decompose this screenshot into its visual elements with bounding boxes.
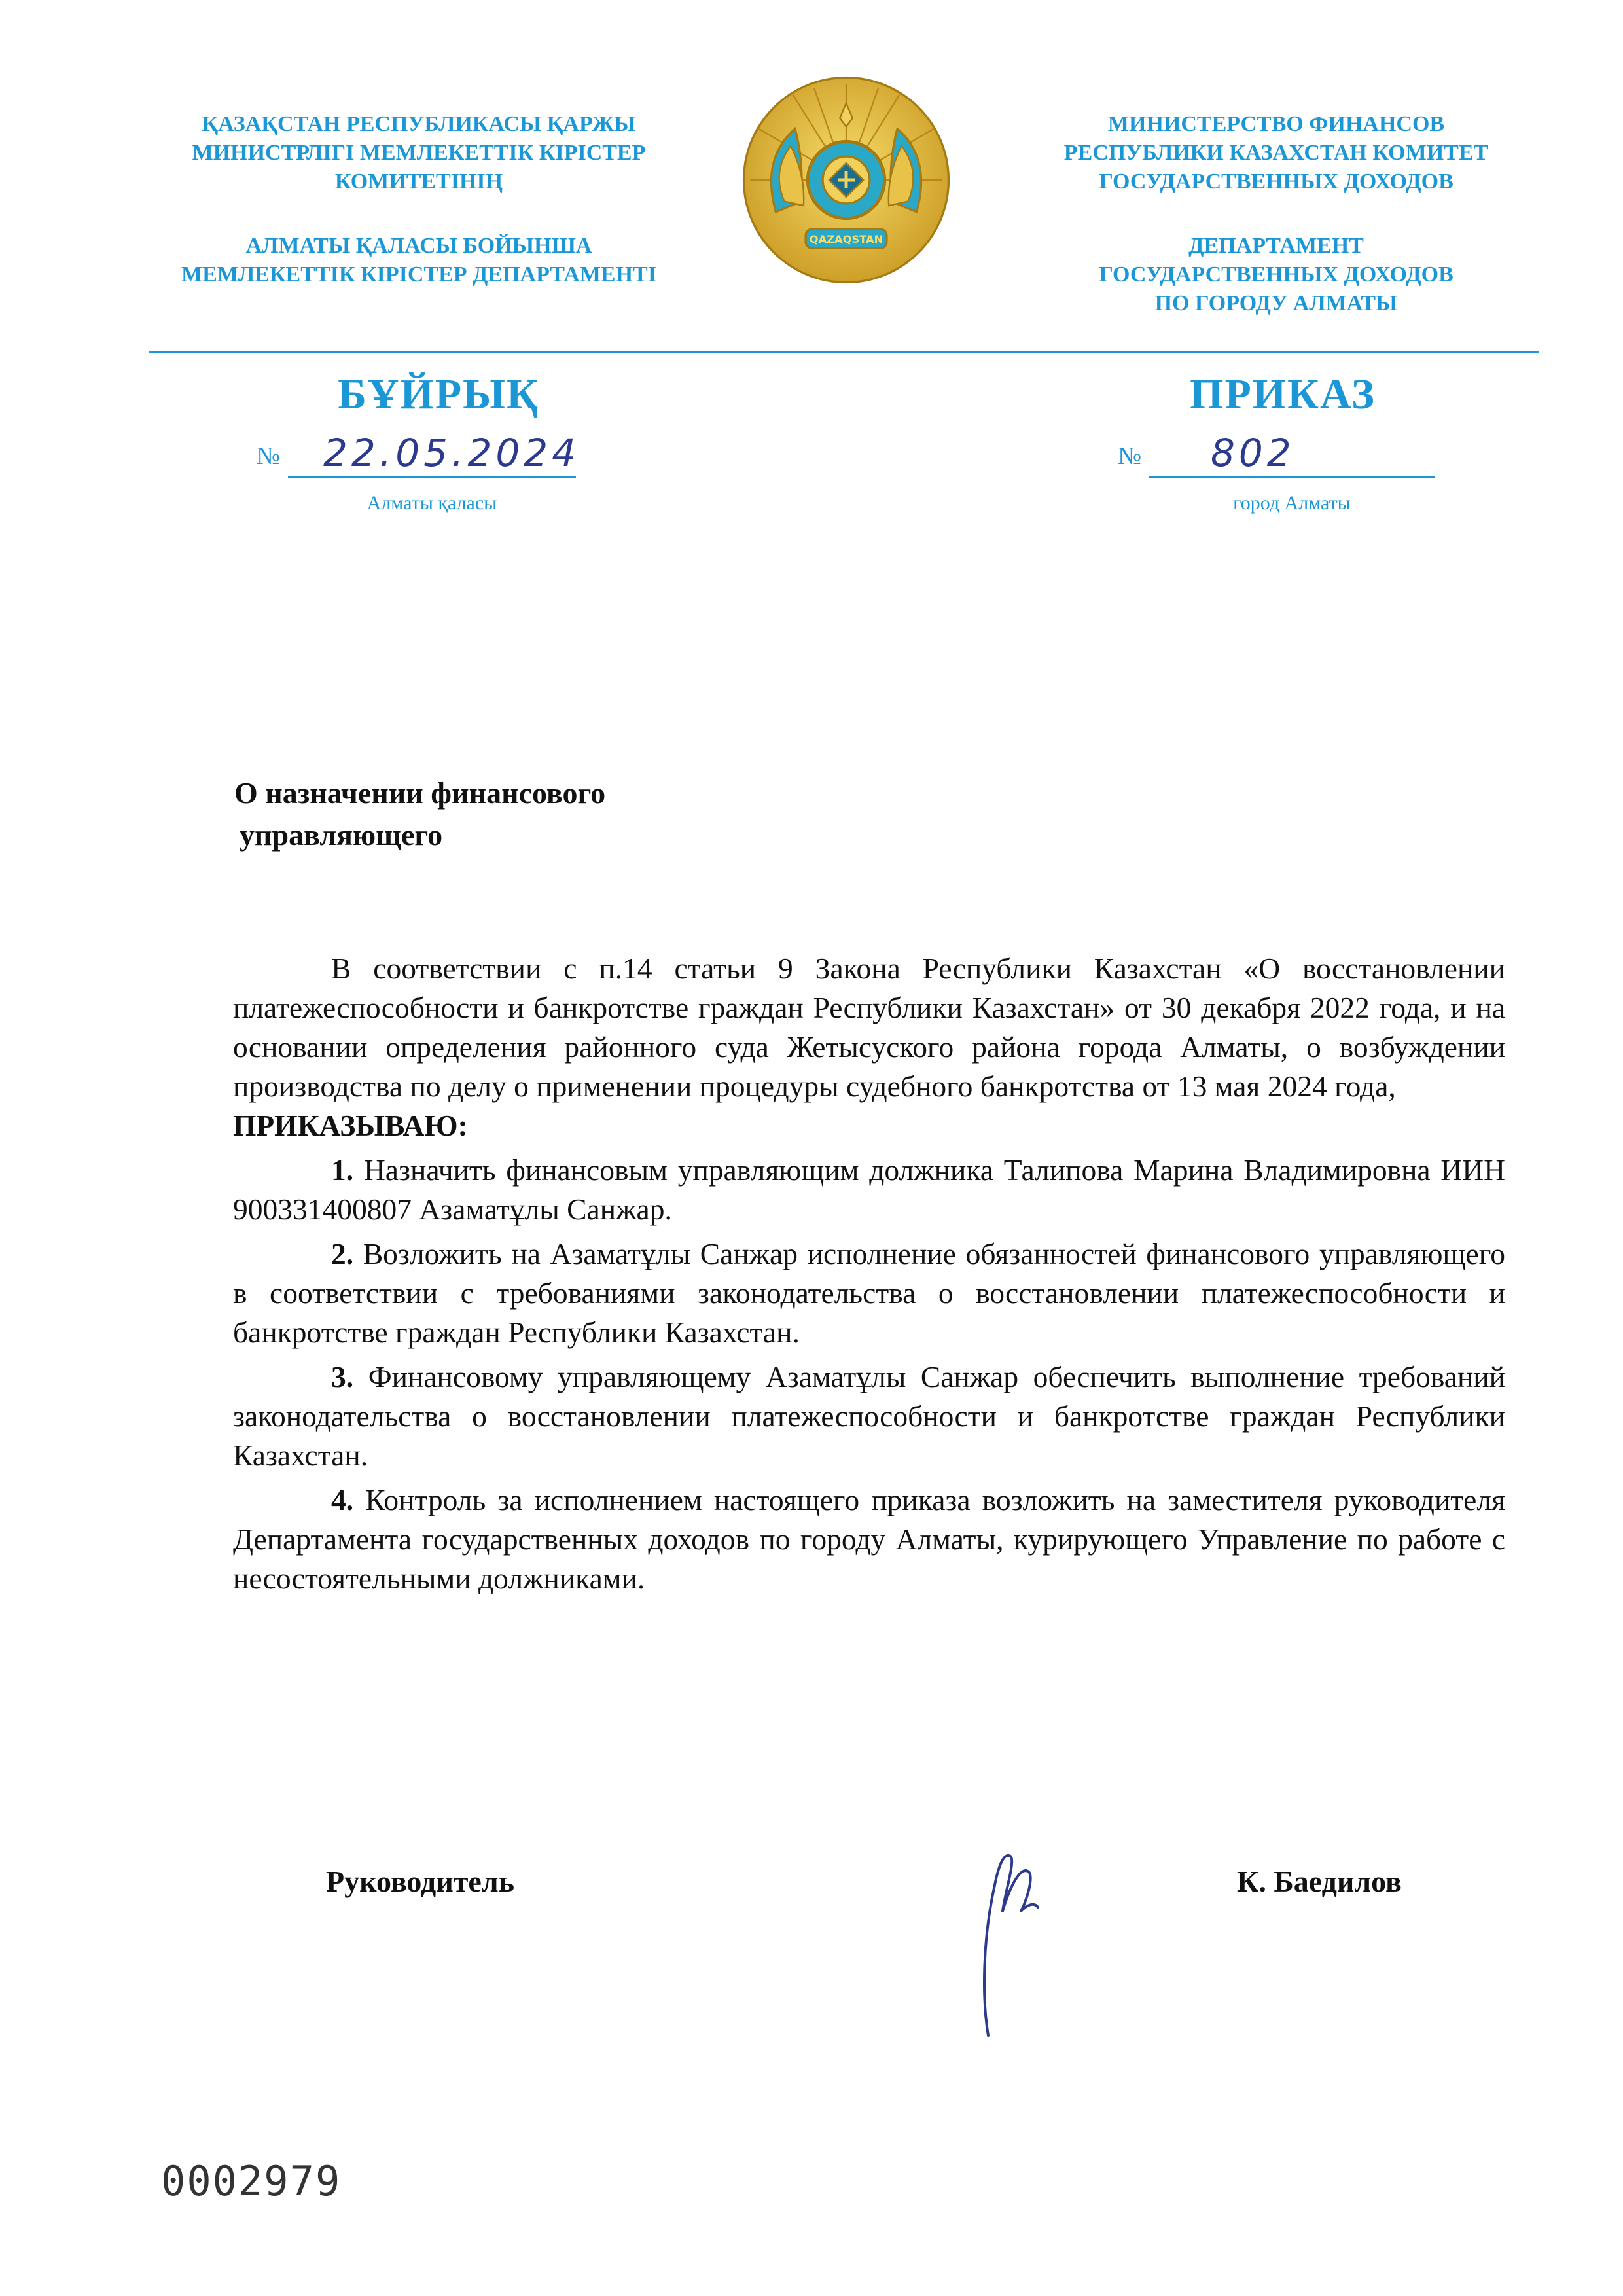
number-underline bbox=[1149, 476, 1435, 478]
item-text: Возложить на Азаматұлы Санжар исполнение обязанностей финансового управляющего в соответствии с требованиями законодательства о восстановлении платежеспособности и банкротстве граждан Республики Казахстан. bbox=[233, 1237, 1506, 1349]
order-word: ПРИКАЗЫВАЮ: bbox=[233, 1109, 468, 1142]
number-sign: № bbox=[257, 442, 281, 470]
order-number: 802 bbox=[1211, 431, 1295, 475]
org-line: РЕСПУБЛИКИ КАЗАХСТАН КОМИТЕТ bbox=[1063, 141, 1489, 165]
emblem-text: QAZAQSTAN bbox=[809, 233, 883, 246]
city-kz: Алматы қаласы bbox=[366, 492, 497, 514]
org-line: МИНИСТРЛІГІ МЕМЛЕКЕТТІК КІРІСТЕР bbox=[192, 141, 646, 165]
order-title-kz: БҰЙРЫҚ bbox=[338, 370, 539, 418]
header-right-ru bbox=[1034, 110, 1518, 318]
subject-line: О назначении финансового bbox=[234, 776, 606, 810]
order-item bbox=[233, 1234, 1505, 1352]
order-item bbox=[233, 1480, 1505, 1598]
dept-line: МЕМЛЕКЕТТІК КІРІСТЕР ДЕПАРТАМЕНТІ bbox=[181, 262, 656, 287]
org-line: ҚАЗАҚСТАН РЕСПУБЛИКАСЫ ҚАРЖЫ bbox=[202, 112, 636, 136]
handwritten-signature-icon bbox=[942, 1839, 1060, 2042]
dept-line: ПО ГОРОДУ АЛМАТЫ bbox=[1154, 291, 1398, 315]
org-line: ГОСУДАРСТВЕННЫХ ДОХОДОВ bbox=[1099, 170, 1454, 194]
date-underline bbox=[288, 476, 576, 478]
header-left-kz bbox=[144, 110, 694, 289]
signatory-title: Руководитель bbox=[326, 1865, 514, 1898]
dept-line: АЛМАТЫ ҚАЛАСЫ БОЙЫНША bbox=[245, 234, 592, 258]
item-number: 1. bbox=[331, 1153, 354, 1187]
order-item bbox=[233, 1357, 1505, 1475]
subject-line: управляющего bbox=[240, 818, 443, 852]
dept-line: ДЕПАРТАМЕНТ bbox=[1188, 234, 1364, 258]
serial-number: 0002979 bbox=[161, 2157, 342, 2205]
org-line: МИНИСТЕРСТВО ФИНАНСОВ bbox=[1107, 112, 1445, 136]
dept-line: ГОСУДАРСТВЕННЫХ ДОХОДОВ bbox=[1099, 262, 1454, 287]
item-text: Контроль за исполнением настоящего приказа возложить на заместителя руководителя Департамента государственных доходов по городу Алматы, курирующего Управление по работе с несостоятельными должниками. bbox=[233, 1483, 1506, 1595]
item-number: 4. bbox=[331, 1483, 354, 1516]
state-emblem-icon bbox=[740, 73, 953, 287]
item-text: Финансовому управляющему Азаматұлы Санжар обеспечить выполнение требований законодательства о восстановлении платежеспособности и банкротстве граждан Республики Казахстан. bbox=[233, 1360, 1505, 1472]
item-number: 3. bbox=[331, 1360, 354, 1393]
item-text: Назначить финансовым управляющим должника Талипова Марина Владимировна ИИН 900331400807 Азаматұлы Санжар. bbox=[233, 1153, 1505, 1226]
number-sign: № bbox=[1118, 442, 1142, 470]
header-divider bbox=[149, 351, 1539, 353]
city-ru: город Алматы bbox=[1233, 492, 1351, 514]
order-title-ru: ПРИКАЗ bbox=[1190, 370, 1376, 418]
org-line: КОМИТЕТІНІҢ bbox=[334, 170, 503, 194]
order-subject bbox=[234, 772, 605, 856]
order-date: 22.05.2024 bbox=[323, 431, 580, 475]
signatory-name: К. Баедилов bbox=[1237, 1865, 1402, 1898]
intro-paragraph: В соответствии с п.14 статьи 9 Закона Республики Казахстан «О восстановлении платежеспособности и банкротстве граждан Республики Казахстан» от 30 декабря 2022 года, и на основании определения районного суда Жетысуского района города Алматы, о возбуждении производства по делу о применении процедуры судебного банкротства от 13 мая 2024 года, bbox=[233, 952, 1505, 1103]
order-item bbox=[233, 1151, 1505, 1229]
item-number: 2. bbox=[331, 1237, 354, 1270]
order-body bbox=[233, 949, 1505, 1598]
